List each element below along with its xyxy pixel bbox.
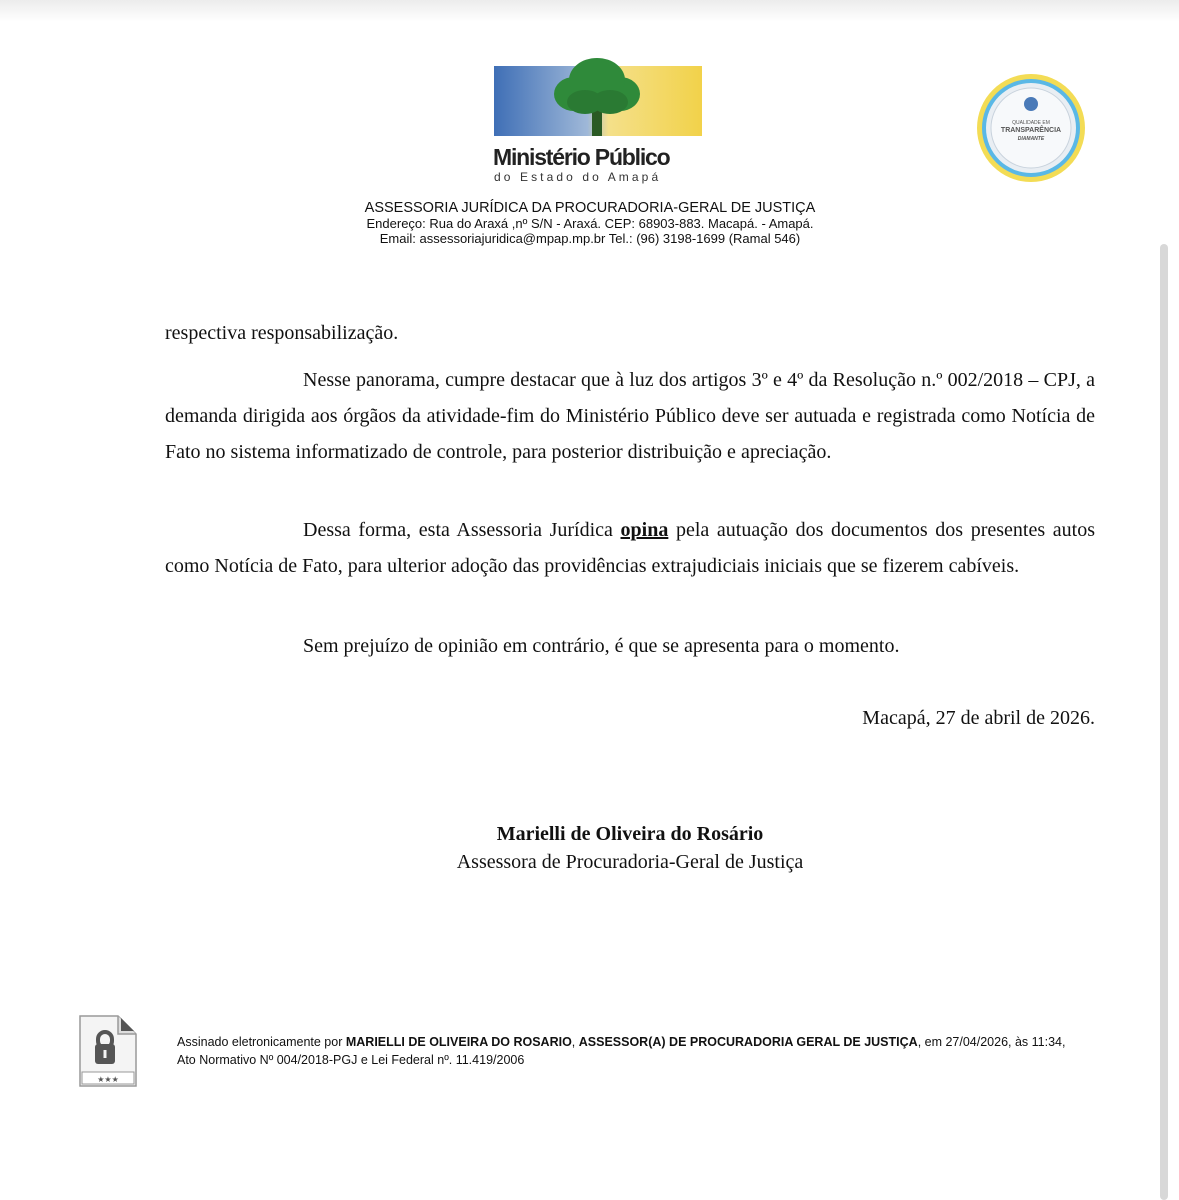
seal-line2: TRANSPARÊNCIA xyxy=(1000,127,1062,134)
document-header xyxy=(200,200,980,246)
paragraph-4: Sem prejuízo de opinião em contrário, é que se apresenta para o momento. xyxy=(303,635,900,657)
top-shadow xyxy=(0,0,1179,22)
signer-role: Assessora de Procuradoria-Geral de Justiça xyxy=(456,851,804,873)
transparency-seal xyxy=(975,72,1087,184)
esign-signer: MARIELLI DE OLIVEIRA DO ROSARIO xyxy=(345,1035,572,1049)
signature-block xyxy=(330,820,930,876)
logo-title: Ministério Público xyxy=(493,144,670,170)
electronic-signature-lock-icon xyxy=(78,1014,138,1088)
esign-prefix: Assinado eletronicamente por xyxy=(177,1035,346,1049)
document-date: Macapá, 27 de abril de 2026. xyxy=(862,707,1095,729)
seal-line1: QUALIDADE EM xyxy=(1012,120,1050,126)
scrollbar[interactable] xyxy=(1160,244,1168,1200)
paragraph-2: Nesse panorama, cumpre destacar que à luz dos artigos 3º e 4º da Resolução n.º 002/2018 – CPJ, a demanda dirigida aos órgãos da atividade-fim do Ministério Público deve ser autuada e registrada como Notícia de Fato no sistema informatizado de controle, para posterior distribuição e apreciação. xyxy=(165,369,1095,463)
esign-sep: , xyxy=(571,1035,579,1049)
paragraph-1: respectiva responsabilização. xyxy=(165,322,399,344)
header-org: ASSESSORIA JURÍDICA DA PROCURADORIA-GERAL DE JUSTIÇA xyxy=(364,200,816,216)
paragraph-3-start: Dessa forma, esta Assessoria Jurídica xyxy=(303,519,621,541)
logo-subtitle: do Estado do Amapá xyxy=(494,170,662,184)
esign-suffix: , em 27/04/2026, às 11:34, Ato Normativo Nº 004/2018-PGJ e Lei Federal nº. 11.419/2006 xyxy=(177,1035,1066,1067)
paragraph-3-bold: opina xyxy=(620,519,669,541)
header-address: Endereço: Rua do Araxá ,nº S/N - Araxá. CEP: 68903-883. Macapá. - Amapá. xyxy=(366,216,814,231)
paragraph-3 xyxy=(165,512,1095,584)
header-contact: Email: assessoriajuridica@mpap.mp.br Tel.: (96) 3198-1699 (Ramal 546) xyxy=(379,231,801,246)
signer-name: Marielli de Oliveira do Rosário xyxy=(496,823,764,845)
icon-stars: ★★★ xyxy=(97,1075,119,1084)
seal-line3: DIAMANTE xyxy=(1017,136,1045,142)
esign-role: ASSESSOR(A) DE PROCURADORIA GERAL DE JUSTIÇA xyxy=(578,1035,918,1049)
electronic-signature-text xyxy=(177,1033,1087,1069)
paragraph-3-end: pela autuação dos documentos dos presentes autos como Notícia de Fato, para ulterior adoção das providências extrajudiciais iniciais que se fizerem cabíveis. xyxy=(165,519,1095,577)
